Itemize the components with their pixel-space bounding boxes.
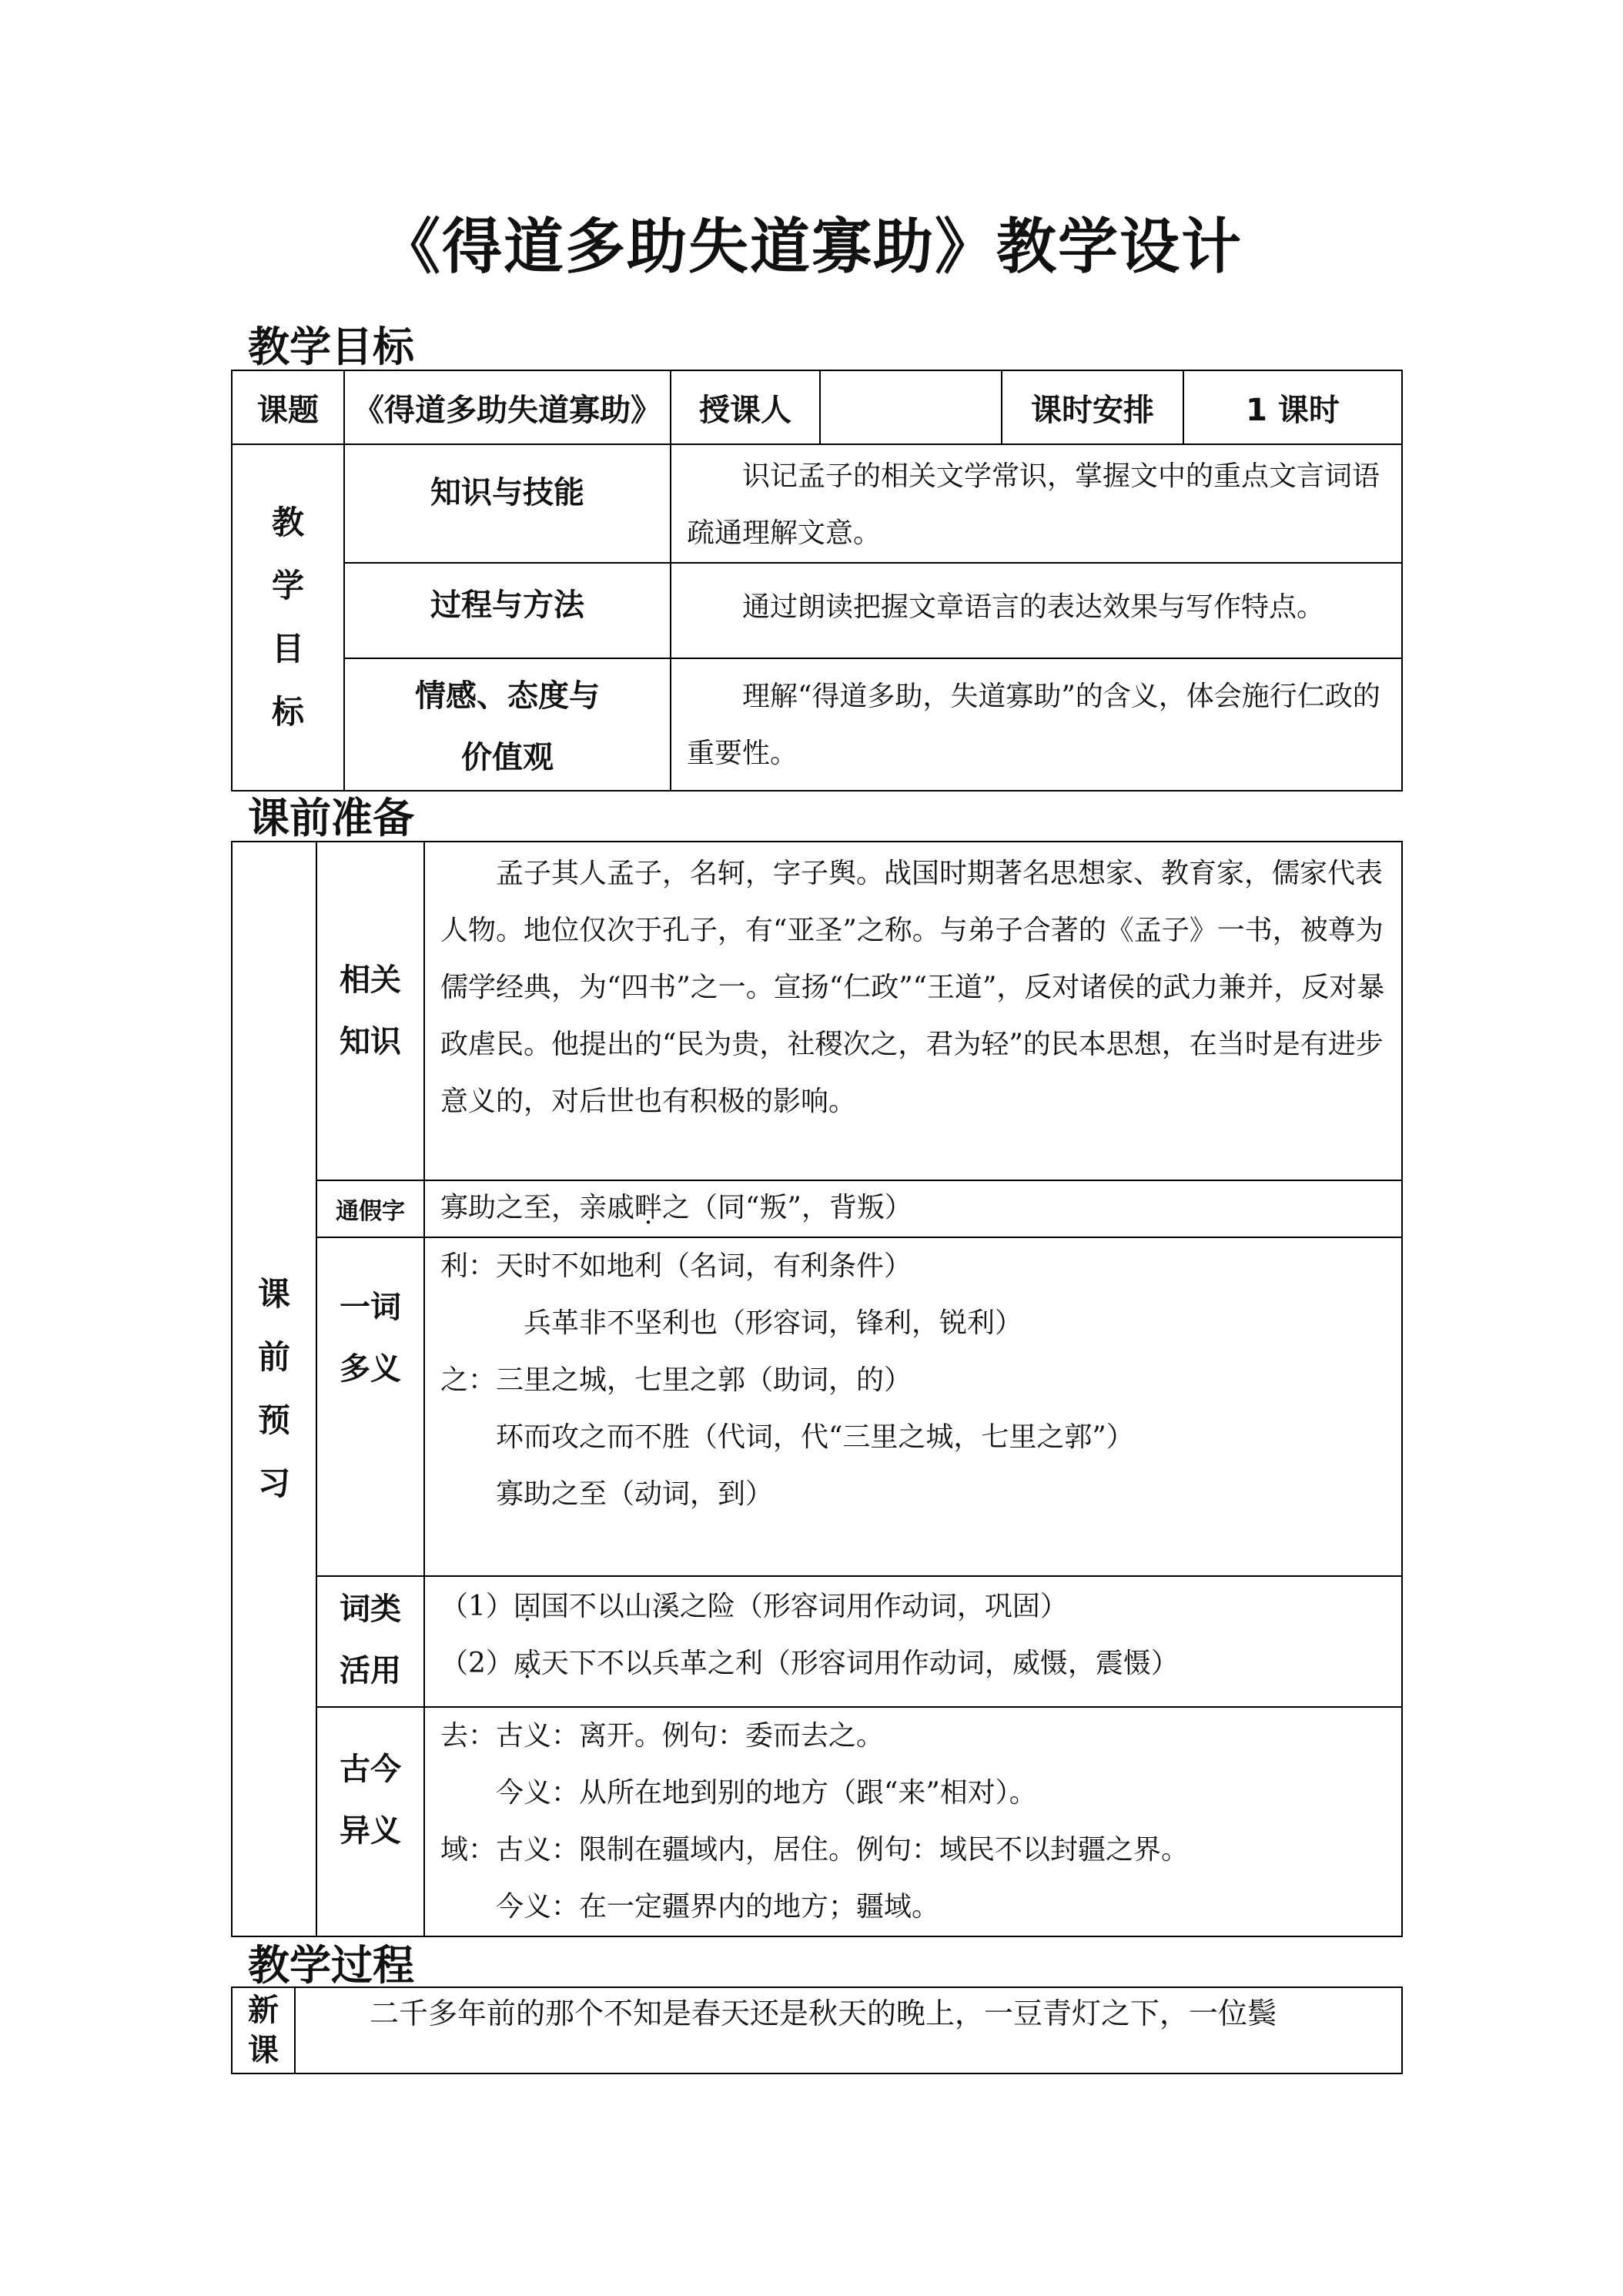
tongjia-label: 通假字 bbox=[316, 1180, 424, 1237]
prep-row-tongjia bbox=[232, 1180, 1402, 1237]
emphasis-dot-char: 畔 bbox=[634, 1192, 663, 1223]
goal-content-knowledge: 识记孟子的相关文学常识，掌握文中的重点文言词语疏通理解文意。 bbox=[671, 444, 1402, 563]
emphasis-dot-char: 固 bbox=[513, 1591, 541, 1622]
process-row-new-lesson bbox=[232, 1987, 1402, 2073]
ancient-modern-label: 古今 异义 bbox=[316, 1707, 424, 1936]
schedule-label: 课时安排 bbox=[1002, 370, 1183, 444]
prep-row-ancient-modern bbox=[232, 1707, 1402, 1936]
goal-label-emotion: 情感、态度与 价值观 bbox=[344, 658, 671, 791]
page-title: 《得道多助失道寡助》教学设计 bbox=[380, 212, 1243, 282]
knowledge-label: 相关 知识 bbox=[316, 842, 424, 1180]
process-content: 二千多年前的那个不知是春天还是秋天的晚上，一豆青灯之下，一位鬓 bbox=[295, 1987, 1402, 2073]
wordclass-content: （1）固国不以山溪之险（形容词用作动词，巩固） （2）威天下不以兵革之利（形容词用作动词，威慑，震慑） bbox=[424, 1576, 1402, 1707]
goals-table bbox=[231, 370, 1403, 792]
process-table bbox=[231, 1986, 1403, 2074]
section-heading-goals: 教学目标 bbox=[248, 323, 414, 371]
teacher-value bbox=[820, 370, 1002, 444]
knowledge-content: 孟子其人孟子，名轲，字子舆。战国时期著名思想家、教育家，儒家代表人物。地位仅次于孔子，有“亚圣”之称。与弟子合著的《孟子》一书，被尊为儒学经典，为“四书”之一。宣扬“仁政”“王道”，反对诸侯的武力兼并，反对暴政虐民。他提出的“民为贵，社稷次之，君为轻”的民本思想，在当时是有进步意义的，对后世也有积极的影响。 bbox=[424, 842, 1402, 1180]
emphasis-dot-char: 威 bbox=[513, 1648, 541, 1679]
prep-table bbox=[231, 841, 1403, 1937]
prep-row-wordclass bbox=[232, 1576, 1402, 1707]
polysemy-label: 一词 多义 bbox=[316, 1237, 424, 1576]
prep-side-label: 课 前 预 习 bbox=[232, 842, 316, 1936]
goal-content-emotion: 理解“得道多助，失道寡助”的含义，体会施行仁政的重要性。 bbox=[671, 658, 1402, 791]
prep-row-knowledge bbox=[232, 842, 1402, 1180]
process-side-label: 新 课 bbox=[232, 1987, 295, 2073]
section-heading-process: 教学过程 bbox=[248, 1941, 414, 1990]
tongjia-content: 寡助之至，亲戚畔之（同“叛”，背叛） bbox=[424, 1180, 1402, 1237]
goal-content-process: 通过朗读把握文章语言的表达效果与写作特点。 bbox=[671, 563, 1402, 658]
polysemy-content: 利：天时不如地利（名词，有利条件） 兵革非不坚利也（形容词，锋利，锐利） 之：三里之城，七里之郭（助词，的） 环而攻之而不胜（代词，代“三里之城，七里之郭”） 寡助之至（动词，到） bbox=[424, 1237, 1402, 1576]
goal-row-emotion bbox=[232, 658, 1402, 791]
ancient-modern-content: 去：古义：离开。例句：委而去之。 今义：从所在地到别的地方（跟“来”相对）。 域：古义：限制在疆域内，居住。例句：域民不以封疆之界。 今义：在一定疆界内的地方；疆域。 bbox=[424, 1707, 1402, 1936]
topic-value: 《得道多助失道寡助》 bbox=[344, 370, 671, 444]
goal-label-knowledge: 知识与技能 bbox=[344, 444, 671, 563]
goal-row-knowledge bbox=[232, 444, 1402, 563]
prep-row-polysemy bbox=[232, 1237, 1402, 1576]
goals-side-label: 教 学 目 标 bbox=[232, 444, 344, 791]
goals-header-row bbox=[232, 370, 1402, 444]
section-heading-prep: 课前准备 bbox=[248, 794, 414, 842]
goal-label-process: 过程与方法 bbox=[344, 563, 671, 658]
teacher-label: 授课人 bbox=[671, 370, 820, 444]
topic-label: 课题 bbox=[232, 370, 344, 444]
schedule-value: 1 课时 bbox=[1183, 370, 1402, 444]
goal-row-process bbox=[232, 563, 1402, 658]
wordclass-label: 词类 活用 bbox=[316, 1576, 424, 1707]
